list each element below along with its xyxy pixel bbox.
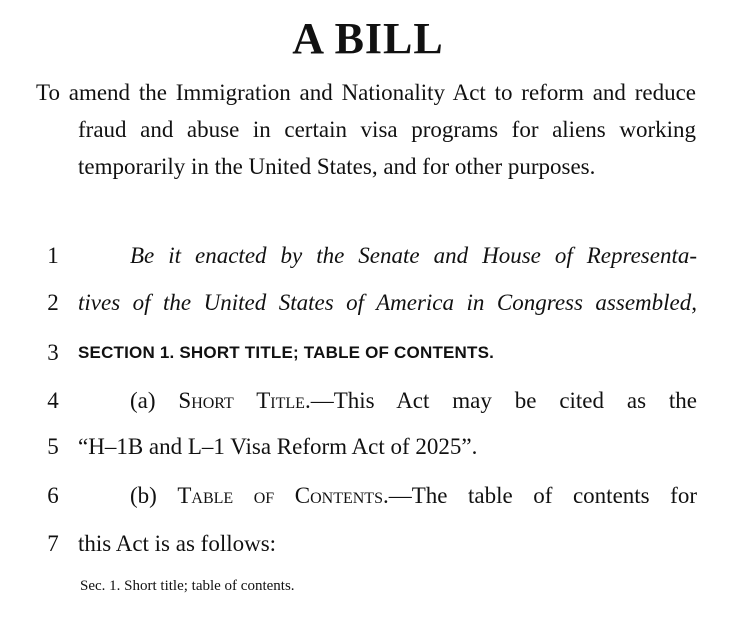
- line-number: 1: [47, 243, 59, 268]
- bill-line-3: [0, 338, 700, 368]
- subsection-heading: Short Title: [178, 388, 305, 413]
- bill-line-1: [0, 241, 700, 271]
- line-number: 7: [47, 531, 59, 556]
- subsection-label: (b): [130, 483, 178, 508]
- bill-line-4: [0, 386, 700, 416]
- subsection-heading: Table of Contents: [177, 483, 383, 508]
- line-number: 3: [47, 340, 59, 365]
- line-number: 4: [47, 388, 59, 413]
- line-number: 5: [47, 434, 59, 459]
- subsection-short-title: [130, 386, 697, 416]
- enacting-clause-end: tives of the United States of America in Congress assembled,: [78, 290, 697, 315]
- toc-entry: Sec. 1. Short title; table of contents.: [80, 578, 295, 594]
- subsection-table-of-contents: [130, 481, 697, 511]
- bill-heading: A BILL: [292, 14, 444, 63]
- subsection-label: (a): [130, 388, 179, 413]
- bill-line-2: [0, 288, 700, 318]
- enacting-clause-start: Be it enacted by the Senate and House of Representa-: [130, 243, 697, 268]
- section-heading: SECTION 1. SHORT TITLE; TABLE OF CONTENTS.: [78, 343, 495, 362]
- bill-line-7: [0, 529, 700, 559]
- bill-line-6: [0, 481, 700, 511]
- bill-line-5: [0, 432, 700, 462]
- toc-intro: this Act is as follows:: [78, 531, 277, 556]
- subsection-text: .—The table of contents for: [382, 483, 697, 508]
- line-number: 2: [47, 290, 59, 315]
- long-title: To amend the Immigration and Nationality Act to reform and reduce fraud and abuse in certain visa programs for aliens working temporarily in the United States, and for other purposes.: [36, 80, 696, 179]
- act-short-title: “H–1B and L–1 Visa Reform Act of 2025”.: [78, 434, 478, 459]
- subsection-text: .—This Act may be cited as the: [304, 388, 698, 413]
- line-number: 6: [47, 483, 59, 508]
